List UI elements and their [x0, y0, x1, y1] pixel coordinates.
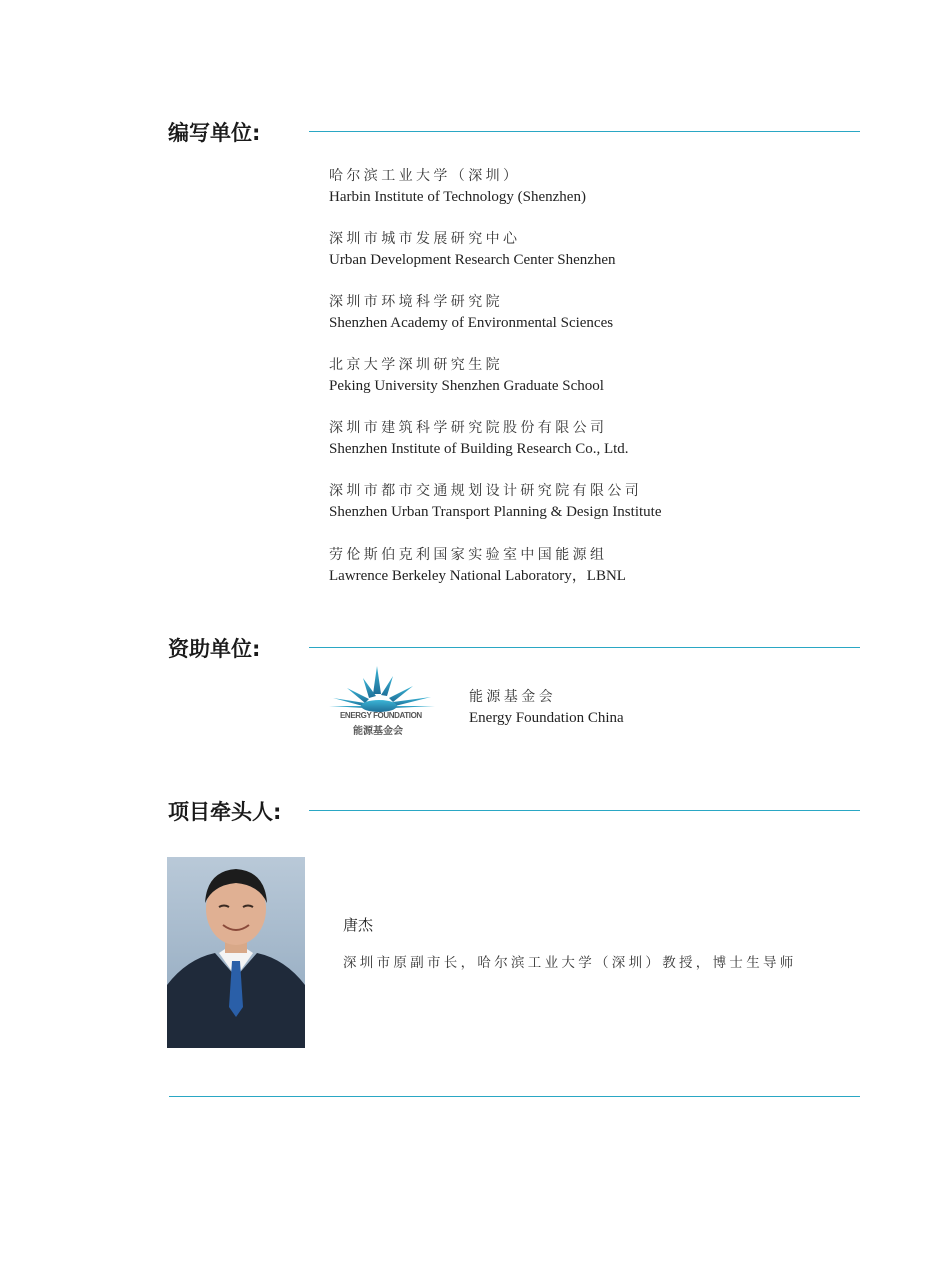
- bottom-rule: [169, 1096, 860, 1097]
- org-name-en: Peking University Shenzhen Graduate School: [329, 378, 604, 394]
- leader-heading: 项目牵头人:: [168, 800, 282, 824]
- portrait-photo-icon: [167, 857, 305, 1048]
- org-name-cn: 北京大学深圳研究生院: [329, 357, 503, 373]
- logo-text-cn: 能源基金会: [353, 726, 403, 737]
- org-name-cn: 哈尔滨工业大学（深圳）: [329, 168, 521, 184]
- org-item: [329, 481, 889, 523]
- org-item: [329, 229, 889, 271]
- org-name-en: Urban Development Research Center Shenzhen: [329, 252, 616, 268]
- org-item: [329, 355, 889, 397]
- org-name-en: Harbin Institute of Technology (Shenzhen): [329, 189, 586, 205]
- leader-rule: [309, 810, 860, 811]
- authors-rule: [309, 131, 860, 132]
- sponsor-name-en: Energy Foundation China: [469, 710, 624, 726]
- org-item: [329, 166, 889, 208]
- leader-title: 深圳市原副市长，哈尔滨工业大学（深圳）教授，博士生导师: [343, 955, 797, 971]
- sponsor-name-cn: 能源基金会: [469, 689, 556, 705]
- authors-heading: 编写单位:: [168, 121, 261, 145]
- org-item: [329, 418, 889, 460]
- org-name-en: Shenzhen Academy of Environmental Sciences: [329, 315, 614, 331]
- org-name-cn: 深圳市城市发展研究中心: [329, 231, 521, 247]
- sponsor-name: [469, 687, 950, 729]
- org-name-en: Shenzhen Urban Transport Planning & Design Institute: [329, 504, 662, 520]
- org-item: [329, 292, 889, 334]
- org-name-cn: 深圳市建筑科学研究院股份有限公司: [329, 420, 608, 436]
- logo-text-en: ENERGY FOUNDATION: [340, 711, 422, 720]
- org-item: [329, 545, 889, 587]
- org-name-cn: 深圳市环境科学研究院: [329, 294, 503, 310]
- sponsor-heading: 资助单位:: [168, 637, 261, 661]
- org-name-en: Lawrence Berkeley National Laboratory，LBNL: [329, 568, 626, 584]
- org-name-cn: 深圳市都市交通规划设计研究院有限公司: [329, 483, 643, 499]
- leader-name: 唐杰: [343, 916, 374, 934]
- sponsor-rule: [309, 647, 860, 648]
- org-name-cn: 劳伦斯伯克利国家实验室中国能源组: [329, 547, 608, 563]
- org-name-en: Shenzhen Institute of Building Research Co., Ltd.: [329, 441, 629, 457]
